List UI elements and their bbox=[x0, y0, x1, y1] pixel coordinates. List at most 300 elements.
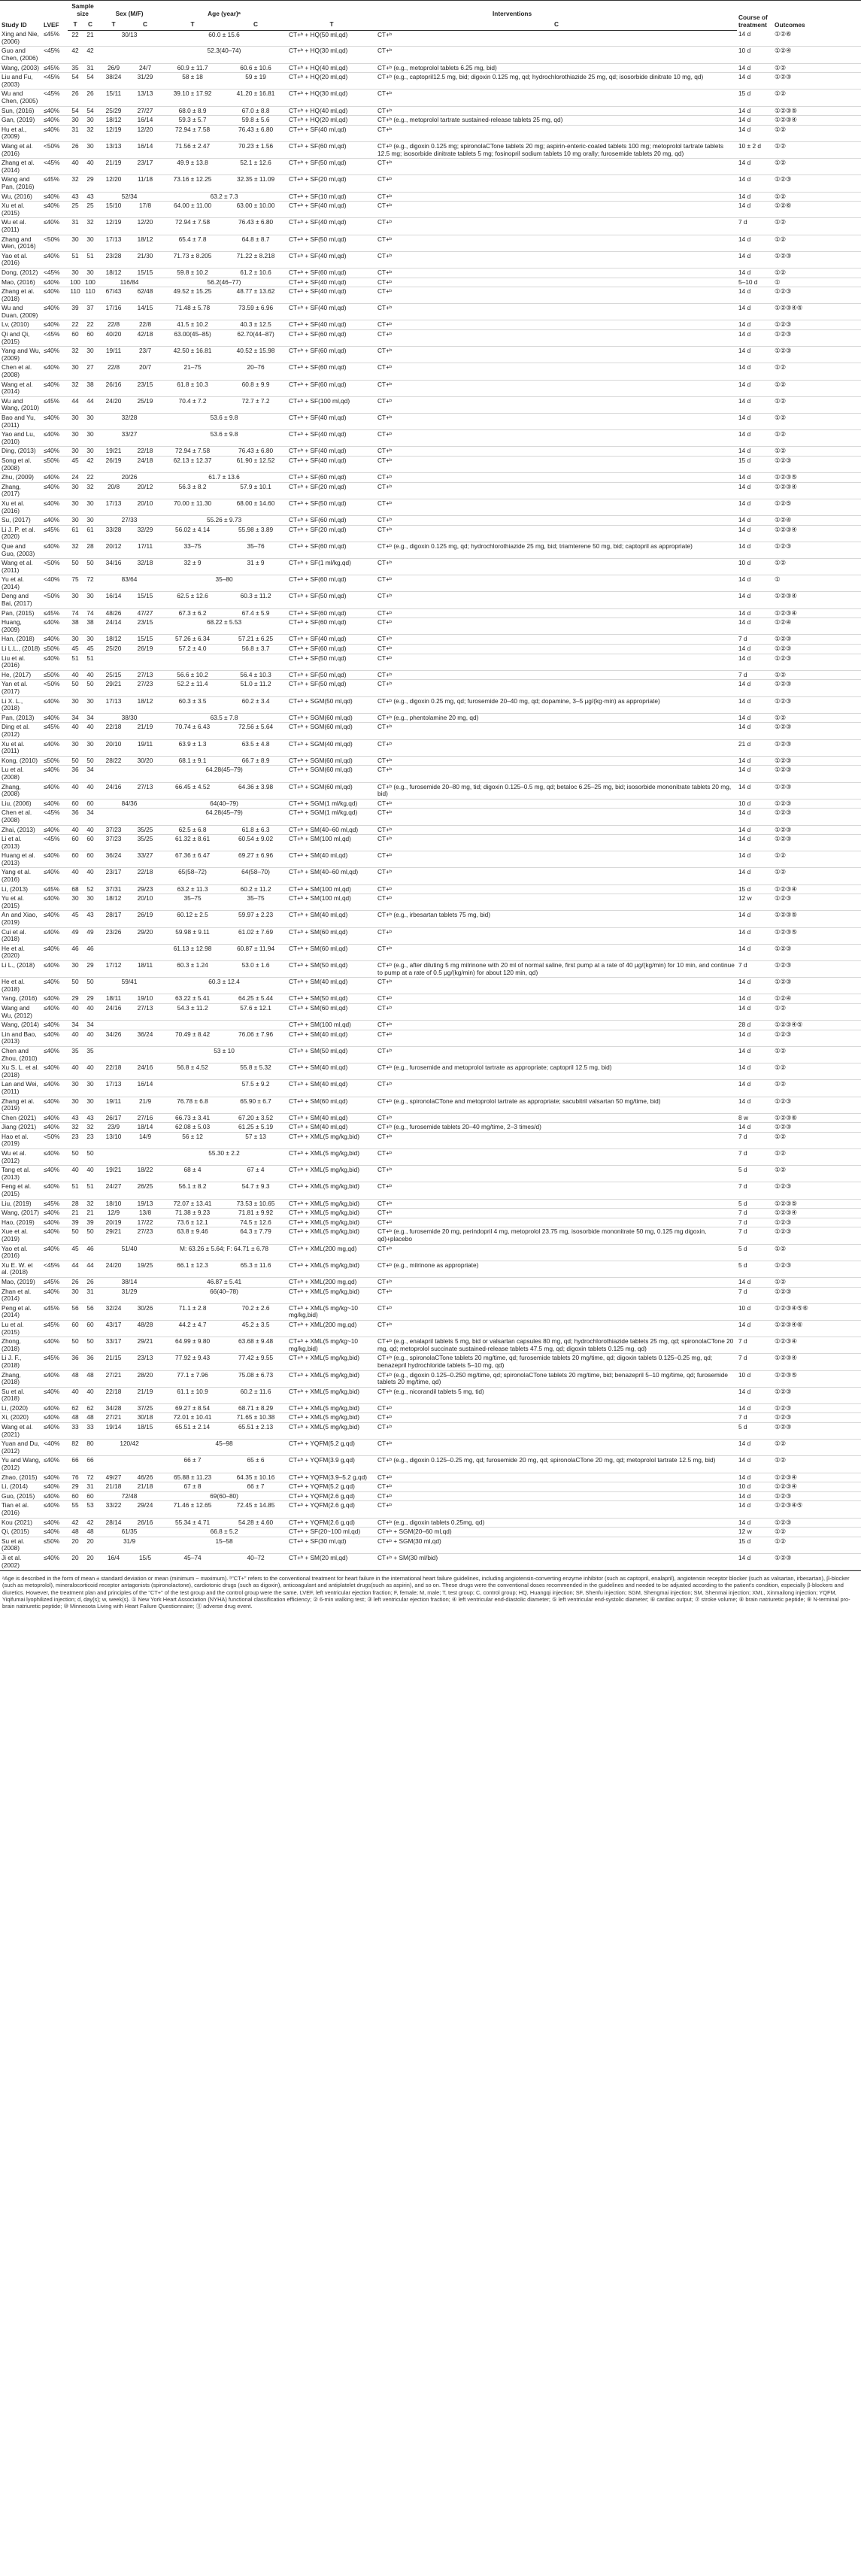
cell-sex-c: 19/25 bbox=[129, 1261, 161, 1277]
cell-age-c: 77.42 ± 9.55 bbox=[224, 1354, 287, 1370]
cell-sample-c: 43 bbox=[83, 1113, 98, 1123]
cell-intervention-t: CT+ᵇ + SM(40–60 ml,qd) bbox=[287, 868, 376, 884]
cell-intervention-c: CT+ᵇ bbox=[376, 1403, 737, 1413]
cell-age-c: 67.0 ± 8.8 bbox=[224, 106, 287, 116]
cell-sex-c: 19/10 bbox=[129, 994, 161, 1004]
cell-sample-c: 30 bbox=[83, 1080, 98, 1097]
cell-course: 14 d bbox=[737, 645, 773, 654]
table-row bbox=[0, 1387, 861, 1403]
cell-intervention-t: CT+ᵇ + SM(60 ml,qd) bbox=[287, 1003, 376, 1020]
cell-age-t: 52.3(40–74) bbox=[161, 47, 287, 63]
cell-sex-t bbox=[98, 766, 129, 782]
table-row bbox=[0, 542, 861, 558]
cell-sample-t: 34 bbox=[68, 1021, 83, 1030]
table-row bbox=[0, 1473, 861, 1482]
cell-sex-t: 32/24 bbox=[98, 1303, 129, 1320]
cell-course: 14 d bbox=[737, 125, 773, 141]
cell-outcomes: ①②③④⑤⑥ bbox=[773, 1303, 861, 1320]
cell-intervention-t: CT+ᵇ + SM(50 ml,qd) bbox=[287, 961, 376, 978]
cell-study-id: Gan, (2019) bbox=[0, 116, 42, 126]
cell-intervention-t: CT+ᵇ + SM(100 ml,qd) bbox=[287, 835, 376, 851]
cell-intervention-c: CT+ᵇ bbox=[376, 608, 737, 618]
cell-sex-t: 19/21 bbox=[98, 1166, 129, 1182]
cell-intervention-c: CT+ᵇ bbox=[376, 1113, 737, 1123]
cell-age-c: 76.06 ± 7.96 bbox=[224, 1030, 287, 1046]
table-row bbox=[0, 799, 861, 809]
cell-sample-t: 30 bbox=[68, 592, 83, 608]
table-row bbox=[0, 1337, 861, 1354]
cell-sample-t: 35 bbox=[68, 63, 83, 73]
cell-sex-c: 11/18 bbox=[129, 175, 161, 192]
cell-intervention-t: CT+ᵇ + SM(50 ml,qd) bbox=[287, 994, 376, 1004]
cell-intervention-t: CT+ᵇ + SF(60 ml,qd) bbox=[287, 268, 376, 278]
cell-outcomes: ①② bbox=[773, 142, 861, 159]
cell-study-id: Yao and Lu, (2010) bbox=[0, 430, 42, 447]
cell-outcomes: ①② bbox=[773, 218, 861, 235]
cell-sex-c: 29/21 bbox=[129, 1337, 161, 1354]
cell-intervention-c: CT+ᵇ bbox=[376, 499, 737, 515]
cell-sample-t: 30 bbox=[68, 1287, 83, 1303]
table-row bbox=[0, 268, 861, 278]
cell-age-t: 56.8 ± 4.52 bbox=[161, 1063, 224, 1080]
cell-age-c: 40–72 bbox=[224, 1553, 287, 1570]
cell-sex-c: 23/7 bbox=[129, 347, 161, 363]
cell-intervention-t: CT+ᵇ + SF(40 ml,qd) bbox=[287, 251, 376, 268]
cell-sample-t: 40 bbox=[68, 782, 83, 799]
cell-sex-t: 19/11 bbox=[98, 1097, 129, 1113]
cell-sex-t: 31/29 bbox=[98, 1287, 161, 1303]
cell-age-t: 56.3 ± 8.2 bbox=[161, 482, 224, 499]
cell-lvef: ≤40% bbox=[42, 1097, 68, 1113]
table-row bbox=[0, 1182, 861, 1199]
cell-intervention-c: CT+ᵇ bbox=[376, 799, 737, 809]
table-row bbox=[0, 575, 861, 592]
cell-outcomes: ①②③④ bbox=[773, 608, 861, 618]
cell-course: 14 d bbox=[737, 30, 773, 47]
table-row bbox=[0, 320, 861, 330]
cell-age-c: 57.21 ± 6.25 bbox=[224, 635, 287, 645]
cell-sex-c: 12/20 bbox=[129, 218, 161, 235]
cell-lvef: ≤50% bbox=[42, 670, 68, 680]
cell-lvef: ≤40% bbox=[42, 1166, 68, 1182]
cell-lvef: ≤40% bbox=[42, 1113, 68, 1123]
cell-sample-c: 34 bbox=[83, 713, 98, 723]
cell-lvef: ≤40% bbox=[42, 1528, 68, 1537]
cell-sample-c: 30 bbox=[83, 499, 98, 515]
cell-sex-t: 24/16 bbox=[98, 782, 129, 799]
cell-study-id: Wang, (2017) bbox=[0, 1209, 42, 1218]
cell-sex-t: 37/23 bbox=[98, 835, 129, 851]
cell-outcomes: ①② bbox=[773, 192, 861, 202]
cell-intervention-t: CT+ᵇ + SF(60 ml,qd) bbox=[287, 618, 376, 635]
cell-study-id: Yu et al. (2014) bbox=[0, 575, 42, 592]
cell-study-id: Mao, (2019) bbox=[0, 1277, 42, 1287]
cell-sample-t: 42 bbox=[68, 47, 83, 63]
cell-study-id: Bao and Yu, (2011) bbox=[0, 414, 42, 430]
cell-lvef: ≤40% bbox=[42, 106, 68, 116]
cell-course: 14 d bbox=[737, 1320, 773, 1337]
cell-outcomes: ①②③④ bbox=[773, 1354, 861, 1370]
cell-intervention-c: CT+ᵇ (e.g., digoxin 0.125 mg, qd; hydrochlorothiazide 25 mg, bid; triamterene 50 mg, bid; captopril as appropriate) bbox=[376, 542, 737, 558]
cell-course: 7 d bbox=[737, 635, 773, 645]
cell-lvef: ≤40% bbox=[42, 414, 68, 430]
table-row bbox=[0, 1218, 861, 1227]
cell-sex-c: 29/23 bbox=[129, 884, 161, 894]
cell-age-c: 64(58–70) bbox=[224, 868, 287, 884]
cell-outcomes: ①② bbox=[773, 1166, 861, 1182]
table-row bbox=[0, 304, 861, 320]
cell-sex-t: 15/11 bbox=[98, 90, 129, 106]
cell-intervention-c: CT+ᵇ (e.g., metoprolol tablets 6.25 mg, bid) bbox=[376, 63, 737, 73]
cell-sex-c: 21/9 bbox=[129, 1097, 161, 1113]
cell-study-id: Xi, (2020) bbox=[0, 1413, 42, 1423]
cell-intervention-c: CT+ᵇ (e.g., spironolaCTone and metoprolol tartrate as appropriate; sacubitril valsartan 50 mg/time, bid) bbox=[376, 1097, 737, 1113]
cell-sex-c: 16/14 bbox=[129, 1080, 161, 1097]
cell-course: 15 d bbox=[737, 884, 773, 894]
cell-course: 7 d bbox=[737, 1354, 773, 1370]
cell-sample-c: 38 bbox=[83, 380, 98, 396]
cell-lvef: ≤40% bbox=[42, 516, 68, 526]
cell-sample-c: 30 bbox=[83, 1097, 98, 1113]
table-row bbox=[0, 1482, 861, 1492]
cell-outcomes: ①②③ bbox=[773, 782, 861, 799]
cell-outcomes: ①②③④⑤ bbox=[773, 1021, 861, 1030]
cell-lvef: ≤40% bbox=[42, 430, 68, 447]
cell-sample-c: 26 bbox=[83, 90, 98, 106]
cell-age-t: 69(60–80) bbox=[161, 1491, 287, 1501]
cell-intervention-t: CT+ᵇ + SF(60 ml,qd) bbox=[287, 142, 376, 159]
cell-study-id: Chen (2021) bbox=[0, 1113, 42, 1123]
cell-outcomes: ①②③ bbox=[773, 456, 861, 472]
cell-sample-t: 25 bbox=[68, 202, 83, 218]
cell-sex-c: 15/5 bbox=[129, 1553, 161, 1570]
cell-outcomes: ①② bbox=[773, 1149, 861, 1166]
cell-outcomes: ①②③ bbox=[773, 542, 861, 558]
cell-lvef: ≤40% bbox=[42, 618, 68, 635]
cell-outcomes: ①② bbox=[773, 380, 861, 396]
cell-sample-t: 62 bbox=[68, 1403, 83, 1413]
cell-sex-t: 38/24 bbox=[98, 73, 129, 90]
cell-sex-t: 61/35 bbox=[98, 1528, 161, 1537]
cell-age-c: 71.65 ± 10.38 bbox=[224, 1413, 287, 1423]
cell-intervention-c: CT+ᵇ bbox=[376, 175, 737, 192]
cell-sex-t: 20/8 bbox=[98, 482, 129, 499]
table-row bbox=[0, 1287, 861, 1303]
header-sex: Sex (M/F) bbox=[98, 1, 161, 20]
cell-outcomes: ①② bbox=[773, 414, 861, 430]
cell-age-t: 57.2 ± 4.0 bbox=[161, 645, 224, 654]
cell-study-id: Yao et al. (2016) bbox=[0, 1244, 42, 1261]
cell-intervention-c: CT+ᵇ bbox=[376, 1491, 737, 1501]
cell-outcomes: ①② bbox=[773, 1046, 861, 1063]
cell-lvef: ≤45% bbox=[42, 608, 68, 618]
table-row bbox=[0, 218, 861, 235]
cell-sample-c: 48 bbox=[83, 1528, 98, 1537]
cell-sample-c: 30 bbox=[83, 592, 98, 608]
cell-study-id: Yu and Wang, (2012) bbox=[0, 1456, 42, 1473]
cell-lvef: ≤40% bbox=[42, 1123, 68, 1133]
cell-sample-t: 40 bbox=[68, 1003, 83, 1020]
cell-age-t: 71.73 ± 8.205 bbox=[161, 251, 224, 268]
cell-sample-c: 51 bbox=[83, 1182, 98, 1199]
cell-sample-t: 50 bbox=[68, 1227, 83, 1244]
cell-age-t: 72.94 ± 7.58 bbox=[161, 125, 224, 141]
cell-intervention-c: CT+ᵇ bbox=[376, 363, 737, 380]
cell-intervention-t: CT+ᵇ + YQFM(5.2 g,qd) bbox=[287, 1482, 376, 1492]
cell-intervention-t: CT+ᵇ + XML(5 mg/kg~10 mg/kg,bid) bbox=[287, 1337, 376, 1354]
cell-course: 7 d bbox=[737, 1413, 773, 1423]
cell-intervention-c: CT+ᵇ bbox=[376, 106, 737, 116]
header-age-c: C bbox=[224, 19, 287, 30]
cell-sample-c: 32 bbox=[83, 218, 98, 235]
cell-age-c: 61.02 ± 7.69 bbox=[224, 927, 287, 944]
cell-sample-t: 50 bbox=[68, 1337, 83, 1354]
cell-lvef: ≤50% bbox=[42, 456, 68, 472]
cell-lvef: ≤40% bbox=[42, 192, 68, 202]
cell-outcomes: ①②③④ bbox=[773, 1209, 861, 1218]
cell-sample-t: 51 bbox=[68, 251, 83, 268]
cell-intervention-c: CT+ᵇ bbox=[376, 380, 737, 396]
cell-course: 10 d bbox=[737, 47, 773, 63]
cell-sample-c: 50 bbox=[83, 1337, 98, 1354]
cell-sex-c: 36/24 bbox=[129, 1030, 161, 1046]
cell-age-t: 44.2 ± 4.7 bbox=[161, 1320, 224, 1337]
cell-sample-t: 60 bbox=[68, 851, 83, 868]
header-outcomes: Outcomes bbox=[773, 1, 861, 31]
cell-study-id: Wang and Pan, (2016) bbox=[0, 175, 42, 192]
cell-sample-t: 29 bbox=[68, 1482, 83, 1492]
cell-study-id: Li et al. (2013) bbox=[0, 835, 42, 851]
cell-course: 14 d bbox=[737, 380, 773, 396]
cell-age-c: 56.4 ± 10.3 bbox=[224, 670, 287, 680]
cell-course: 14 d bbox=[737, 287, 773, 304]
cell-course: 14 d bbox=[737, 175, 773, 192]
cell-intervention-t: CT+ᵇ + SM(60 ml,qd) bbox=[287, 927, 376, 944]
cell-sample-c: 42 bbox=[83, 47, 98, 63]
cell-intervention-t: CT+ᵇ + XML(5 mg/kg,bid) bbox=[287, 1413, 376, 1423]
cell-intervention-t: CT+ᵇ + HQ(30 ml,qd) bbox=[287, 90, 376, 106]
cell-sex-t: 23/9 bbox=[98, 1123, 129, 1133]
cell-age-t: 71.38 ± 9.23 bbox=[161, 1209, 224, 1218]
table-row bbox=[0, 251, 861, 268]
header-study-id: Study ID bbox=[0, 1, 42, 31]
cell-sample-c: 51 bbox=[83, 251, 98, 268]
cell-outcomes: ①②③ bbox=[773, 1413, 861, 1423]
cell-sample-c: 30 bbox=[83, 447, 98, 457]
cell-sample-c: 40 bbox=[83, 868, 98, 884]
cell-intervention-c: CT+ᵇ (e.g., enalapril tablets 5 mg, bid or valsartan capsules 80 mg, qd; hydrochlorothiazide tablets 25 mg, qd; spironolaCTone 20 mg, qd; metoprolol succinate sustained-release tablets 47.5 mg, qd; digoxin tablets 0.125 mg, qd) bbox=[376, 1337, 737, 1354]
cell-sample-t: 43 bbox=[68, 1113, 83, 1123]
cell-age-t: 77.1 ± 7.96 bbox=[161, 1370, 224, 1387]
cell-age-c: 52.1 ± 12.6 bbox=[224, 159, 287, 175]
cell-outcomes: ①②④ bbox=[773, 994, 861, 1004]
table-row bbox=[0, 125, 861, 141]
cell-lvef: <45% bbox=[42, 73, 68, 90]
cell-sex-t bbox=[98, 654, 129, 670]
cell-outcomes: ①②③ bbox=[773, 961, 861, 978]
cell-age-t: 56.6 ± 10.2 bbox=[161, 670, 224, 680]
cell-intervention-t: CT+ᵇ + SF(60 ml,qd) bbox=[287, 347, 376, 363]
cell-sex-c: 22/18 bbox=[129, 868, 161, 884]
cell-age-t: 54.3 ± 11.2 bbox=[161, 1003, 224, 1020]
cell-sample-t: 26 bbox=[68, 1277, 83, 1287]
cell-lvef: ≤40% bbox=[42, 944, 68, 960]
cell-sample-t: 40 bbox=[68, 1166, 83, 1182]
cell-lvef: ≤45% bbox=[42, 1277, 68, 1287]
cell-lvef: ≤40% bbox=[42, 1473, 68, 1482]
cell-outcomes: ①② bbox=[773, 1080, 861, 1097]
table-row bbox=[0, 608, 861, 618]
cell-outcomes: ①② bbox=[773, 235, 861, 251]
cell-study-id: He, (2017) bbox=[0, 670, 42, 680]
cell-lvef: <45% bbox=[42, 809, 68, 825]
cell-intervention-t: CT+ᵇ + SM(40 ml,qd) bbox=[287, 911, 376, 927]
table-row bbox=[0, 499, 861, 515]
table-row bbox=[0, 766, 861, 782]
table-row bbox=[0, 978, 861, 994]
cell-outcomes: ①②③④⑤ bbox=[773, 304, 861, 320]
cell-sample-t: 50 bbox=[68, 680, 83, 696]
table-row bbox=[0, 884, 861, 894]
cell-age-c: 35–76 bbox=[224, 542, 287, 558]
cell-intervention-t: CT+ᵇ + SF(40 ml,qd) bbox=[287, 430, 376, 447]
table-row bbox=[0, 944, 861, 960]
cell-age-t: 71.46 ± 12.65 bbox=[161, 1501, 224, 1518]
cell-study-id: Feng et al. (2015) bbox=[0, 1182, 42, 1199]
cell-age-t: 66.73 ± 3.41 bbox=[161, 1113, 224, 1123]
cell-intervention-t: CT+ᵇ + XML(5 mg/kg,bid) bbox=[287, 1199, 376, 1209]
table-row bbox=[0, 1030, 861, 1046]
cell-sample-c: 100 bbox=[83, 278, 98, 287]
cell-sample-c: 40 bbox=[83, 1030, 98, 1046]
cell-intervention-c: CT+ᵇ bbox=[376, 1080, 737, 1097]
cell-age-c: 72.56 ± 5.64 bbox=[224, 723, 287, 739]
cell-sample-c: 40 bbox=[83, 1166, 98, 1182]
cell-intervention-t: CT+ᵇ + SF(40 ml,qd) bbox=[287, 635, 376, 645]
table-row bbox=[0, 559, 861, 575]
cell-sex-t: 38/30 bbox=[98, 713, 161, 723]
cell-course: 10 d bbox=[737, 559, 773, 575]
cell-outcomes: ①② bbox=[773, 268, 861, 278]
cell-lvef: ≤40% bbox=[42, 1413, 68, 1423]
table-row bbox=[0, 1113, 861, 1123]
cell-sample-c: 43 bbox=[83, 911, 98, 927]
cell-intervention-t: CT+ᵇ + HQ(50 ml,qd) bbox=[287, 30, 376, 47]
cell-sex-t bbox=[98, 1456, 129, 1473]
cell-sample-c: 72 bbox=[83, 1473, 98, 1482]
cell-age-t: 65(58–72) bbox=[161, 868, 224, 884]
cell-course: 14 d bbox=[737, 766, 773, 782]
cell-sex-t: 33/28 bbox=[98, 525, 129, 542]
cell-course: 7 d bbox=[737, 1227, 773, 1244]
table-row bbox=[0, 159, 861, 175]
cell-outcomes: ①②③ bbox=[773, 894, 861, 911]
cell-sex-t: 18/12 bbox=[98, 116, 129, 126]
cell-study-id: Zhang, (2008) bbox=[0, 782, 42, 799]
cell-intervention-c: CT+ᵇ bbox=[376, 1473, 737, 1482]
cell-sex-t: 31/9 bbox=[98, 1537, 161, 1553]
cell-sample-c: 50 bbox=[83, 1149, 98, 1166]
cell-study-id: Ding, (2013) bbox=[0, 447, 42, 457]
cell-intervention-c: CT+ᵇ bbox=[376, 396, 737, 413]
cell-outcomes: ①②③ bbox=[773, 645, 861, 654]
cell-course: 14 d bbox=[737, 835, 773, 851]
cell-sex-t: 29/21 bbox=[98, 680, 129, 696]
cell-sex-c: 22/18 bbox=[129, 447, 161, 457]
table-row bbox=[0, 670, 861, 680]
cell-study-id: Hao, (2019) bbox=[0, 1218, 42, 1227]
table-row bbox=[0, 1209, 861, 1218]
cell-outcomes: ①②③ bbox=[773, 766, 861, 782]
cell-sample-t: 45 bbox=[68, 456, 83, 472]
cell-study-id: Wu et al. (2011) bbox=[0, 218, 42, 235]
cell-sex-c: 32/18 bbox=[129, 559, 161, 575]
cell-intervention-t: CT+ᵇ + SF(60 ml,qd) bbox=[287, 645, 376, 654]
cell-sample-c: 56 bbox=[83, 1303, 98, 1320]
cell-course: 14 d bbox=[737, 1063, 773, 1080]
cell-sex-t: 23/28 bbox=[98, 251, 129, 268]
cell-outcomes: ①②③ bbox=[773, 739, 861, 756]
cell-sample-t: 30 bbox=[68, 430, 83, 447]
cell-outcomes: ①②③ bbox=[773, 825, 861, 835]
cell-sex-c: 20/10 bbox=[129, 499, 161, 515]
cell-sample-t: 44 bbox=[68, 1261, 83, 1277]
table-row bbox=[0, 1501, 861, 1518]
cell-outcomes: ①②③⑤ bbox=[773, 1199, 861, 1209]
cell-course: 21 d bbox=[737, 739, 773, 756]
cell-sample-t: 66 bbox=[68, 1456, 83, 1473]
cell-outcomes: ①② bbox=[773, 559, 861, 575]
cell-sample-c: 34 bbox=[83, 809, 98, 825]
cell-intervention-t: CT+ᵇ + SM(60 ml,qd) bbox=[287, 944, 376, 960]
cell-lvef: ≤50% bbox=[42, 756, 68, 766]
cell-sex-t: 17/13 bbox=[98, 696, 129, 713]
cell-lvef: ≤45% bbox=[42, 396, 68, 413]
cell-intervention-c: CT+ᵇ (e.g., digoxin 0.125–0.250 mg/time, qd; spironolaCTone tablets 20 mg/time, bid; benazepril 5–10 mg/time, qd; furosemide tablets 20 mg/time, qd) bbox=[376, 1370, 737, 1387]
table-row bbox=[0, 723, 861, 739]
table-row bbox=[0, 1199, 861, 1209]
cell-sex-c: 46/26 bbox=[129, 1473, 161, 1482]
cell-sample-c: 72 bbox=[83, 575, 98, 592]
cell-sample-c: 60 bbox=[83, 799, 98, 809]
cell-sample-t: 40 bbox=[68, 868, 83, 884]
cell-age-c: 72.45 ± 14.85 bbox=[224, 1501, 287, 1518]
cell-course: 14 d bbox=[737, 525, 773, 542]
cell-age-c: 60.8 ± 9.9 bbox=[224, 380, 287, 396]
cell-intervention-t: CT+ᵇ + SF(20 ml,qd) bbox=[287, 482, 376, 499]
cell-course: 7 d bbox=[737, 1218, 773, 1227]
cell-age-t: 59.98 ± 9.11 bbox=[161, 927, 224, 944]
cell-intervention-c: CT+ᵇ bbox=[376, 278, 737, 287]
cell-intervention-t: CT+ᵇ + SF(60 ml,qd) bbox=[287, 473, 376, 483]
cell-sample-c: 40 bbox=[83, 159, 98, 175]
table-row bbox=[0, 1354, 861, 1370]
cell-sex-c: 15/15 bbox=[129, 592, 161, 608]
cell-sex-t: 22/18 bbox=[98, 723, 129, 739]
cell-intervention-c: CT+ᵇ bbox=[376, 447, 737, 457]
cell-sample-t: 51 bbox=[68, 654, 83, 670]
cell-age-c: 70.23 ± 1.56 bbox=[224, 142, 287, 159]
cell-study-id: Deng and Bai, (2017) bbox=[0, 592, 42, 608]
cell-lvef: ≤40% bbox=[42, 1482, 68, 1492]
cell-sample-t: 32 bbox=[68, 175, 83, 192]
cell-sex-t: 19/14 bbox=[98, 1423, 129, 1440]
cell-sample-c: 35 bbox=[83, 1046, 98, 1063]
table-row bbox=[0, 835, 861, 851]
cell-study-id: Yang et al. (2016) bbox=[0, 868, 42, 884]
table-row bbox=[0, 1491, 861, 1501]
cell-sample-c: 30 bbox=[83, 894, 98, 911]
